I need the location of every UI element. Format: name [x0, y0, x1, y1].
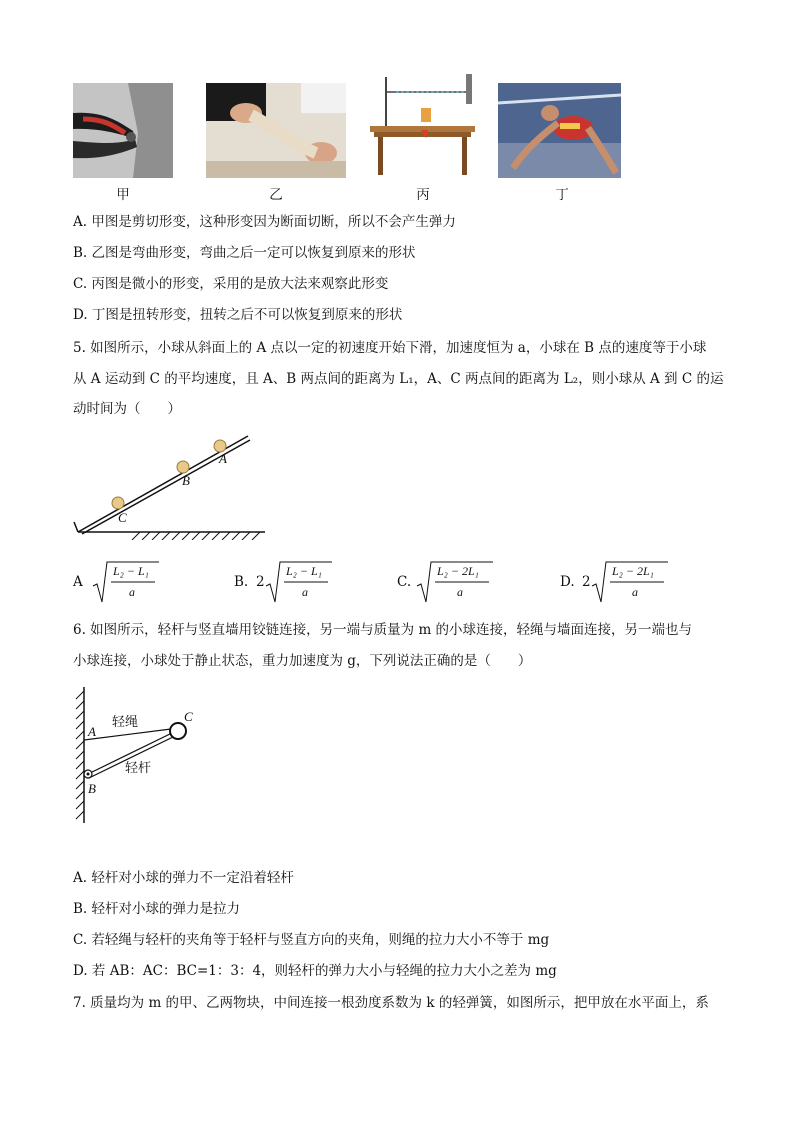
- caption-yi: 乙: [269, 187, 283, 203]
- q6-rod-rope-figure: [68, 685, 208, 825]
- q5-option-b-num: L₂ − L₁: [286, 564, 322, 578]
- photo-tiny-deformation-table: [366, 72, 481, 178]
- q5-option-d-letter: D.: [560, 574, 575, 590]
- q5-option-a-den: a: [129, 585, 135, 599]
- q6-label-c: C: [184, 709, 193, 724]
- q5-option-b: [234, 560, 354, 604]
- q4-option-d: D. 丁图是扭转形变，扭转之后不可以恢复到原来的形状: [73, 307, 403, 323]
- photo-shear-scissors: [73, 83, 173, 178]
- q5-option-b-den: a: [302, 585, 308, 599]
- q6-stem-line1: 6. 如图所示，轻杆与竖直墙用铰链连接，另一端与质量为 m 的小球连接，轻绳与墙面连接，另一端也与: [73, 622, 693, 638]
- q6-option-b: B. 轻杆对小球的弹力是拉力: [73, 901, 241, 917]
- q5-option-c-letter: C.: [397, 574, 412, 590]
- q5-option-d-den: a: [632, 585, 638, 599]
- q5-option-b-letter: B.: [234, 574, 249, 590]
- q6-label-rod: 轻杆: [125, 761, 152, 776]
- q5-stem-line1: 5. 如图所示，小球从斜面上的 A 点以一定的初速度开始下滑，加速度恒为 a，小球在 B 点的速度等于小球: [73, 340, 707, 356]
- q6-label-a: A: [88, 724, 96, 739]
- q5-option-d: [560, 560, 690, 604]
- q4-option-b: B. 乙图是弯曲形变，弯曲之后一定可以恢复到原来的形状: [73, 245, 416, 261]
- q6-option-a: A. 轻杆对小球的弹力不一定沿着轻杆: [73, 870, 294, 886]
- q6-option-c: C. 若轻绳与轻杆的夹角等于轻杆与竖直方向的夹角，则绳的拉力大小不等于 mg: [73, 932, 550, 948]
- q5-option-a-letter: A: [73, 574, 83, 590]
- q5-option-c-den: a: [457, 585, 463, 599]
- photo-bending-dough: [206, 83, 346, 178]
- q5-label-a: A: [219, 451, 227, 466]
- q5-option-c-num: L₂ − 2L₁: [437, 564, 479, 578]
- q5-label-b: B: [182, 473, 190, 488]
- q5-stem-line2: 从 A 运动到 C 的平均速度，且 A、B 两点间的距离为 L₁，A、C 两点间的距离为 L₂，则小球从 A 到 C 的运: [73, 371, 724, 387]
- caption-jia: 甲: [116, 187, 130, 203]
- q7-stem-line1: 7. 质量均为 m 的甲、乙两物块，中间连接一根劲度系数为 k 的轻弹簧，如图所示，把甲放在水平面上，系: [73, 995, 709, 1011]
- q6-option-d: D. 若 AB：AC：BC=1：3：4，则轻杆的弹力大小与轻绳的拉力大小之差为 mg: [73, 963, 557, 979]
- q5-incline-figure: [70, 430, 270, 540]
- q5-option-d-coef: 2: [582, 574, 591, 590]
- q5-option-a-num: L₂ − L₁: [113, 564, 149, 578]
- q4-option-a: A. 甲图是剪切形变，这种形变因为断面切断，所以不会产生弹力: [73, 214, 456, 230]
- caption-bing: 丙: [416, 187, 430, 203]
- q6-label-rope: 轻绳: [112, 715, 139, 730]
- caption-ding: 丁: [555, 187, 569, 203]
- q5-option-c: [397, 560, 517, 604]
- q5-option-b-coef: 2: [256, 574, 265, 590]
- q6-label-b: B: [88, 781, 96, 796]
- q5-label-c: C: [118, 510, 127, 525]
- q5-option-d-num: L₂ − 2L₁: [612, 564, 654, 578]
- photo-torsion-pole-vault: [498, 83, 621, 178]
- q4-option-c: C. 丙图是微小的形变，采用的是放大法来观察此形变: [73, 276, 389, 292]
- q6-stem-line2: 小球连接，小球处于静止状态，重力加速度为 g，下列说法正确的是（ ）: [73, 653, 532, 669]
- q5-stem-line3: 动时间为（ ）: [73, 401, 181, 417]
- q5-option-a: [73, 560, 193, 604]
